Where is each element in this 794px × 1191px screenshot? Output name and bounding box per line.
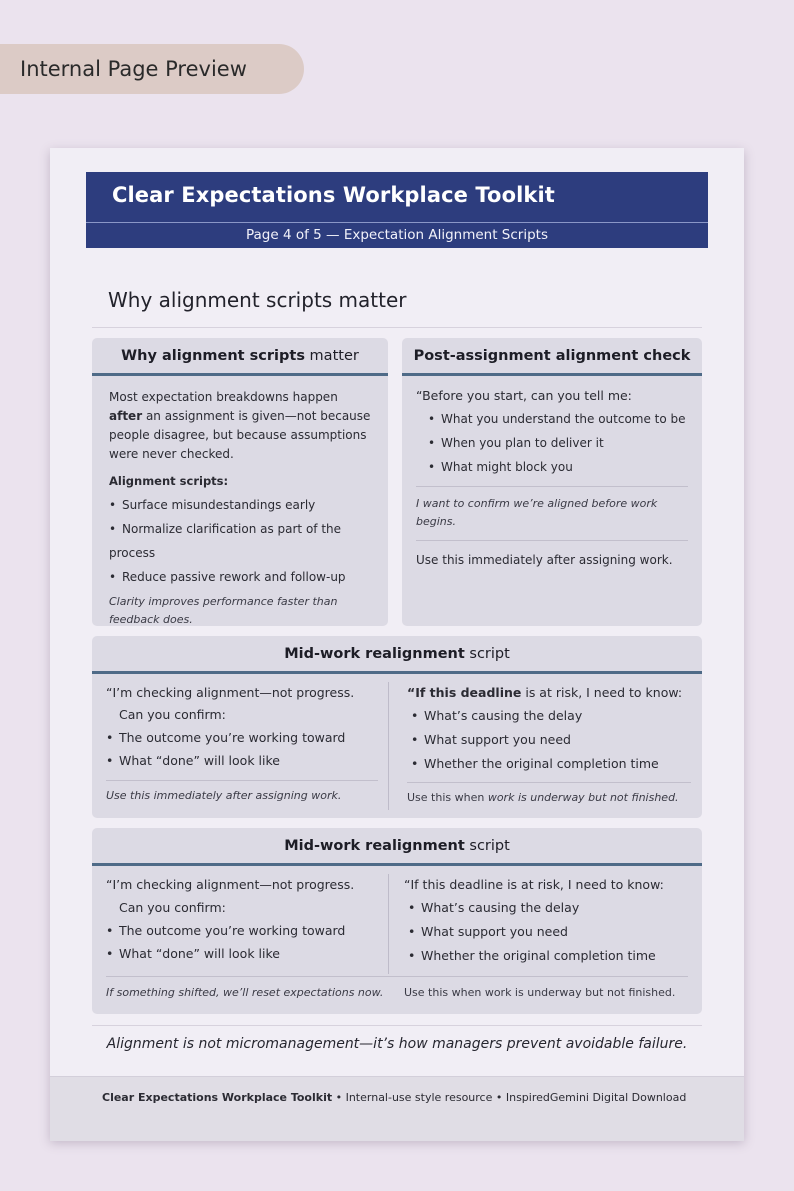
list-item: • When you plan to deliver it (428, 436, 604, 450)
card-post-bullets (416, 407, 688, 479)
card-midwork-2-title: Mid-work realignment script (92, 828, 702, 866)
card-post-assignment (402, 338, 702, 626)
document-page (50, 148, 744, 1140)
card-midwork-2-left (106, 873, 380, 965)
right-note: Use this when work is underway but not finished. (404, 986, 676, 999)
right-note: Use this when work is underway but not finished. (407, 791, 679, 804)
closing-quote: Alignment is not micromanagement—it’s how managers prevent avoidable failure. (106, 1036, 688, 1052)
list-item: • What’s causing the delay (411, 708, 583, 723)
card-why-intro: Most expectation breakdowns happen after an assignment is given—not because people disagree, but because assumptions were never checked. (109, 390, 371, 461)
left-note: If something shifted, we’ll reset expectations now. (106, 986, 384, 999)
card-post-quote: “Before you start, can you tell me: (416, 388, 632, 403)
card-midwork-1-title: Mid-work realignment script (92, 636, 702, 674)
list-item: • What’s causing the delay (408, 900, 580, 915)
heading-divider (92, 327, 702, 328)
quote-divider (92, 1025, 702, 1026)
card-midwork-2 (92, 828, 702, 1014)
title-banner (86, 172, 708, 248)
left-sub: Can you confirm: (119, 707, 226, 722)
list-item: • What support you need (411, 732, 571, 747)
card-why-bullets (109, 493, 374, 589)
page-heading: Why alignment scripts matter (108, 288, 407, 312)
card-midwork-1 (92, 636, 702, 818)
list-item: • Reduce passive rework and follow-up (109, 570, 346, 584)
card-why-title: Why alignment scripts matter (92, 338, 388, 376)
footer-text: Clear Expectations Workplace Toolkit • Internal-use style resource • InspiredGemini Digital Download (102, 1091, 687, 1104)
list-item: • The outcome you’re working toward (106, 730, 346, 745)
divider (416, 486, 688, 487)
card-post-usage: Use this immediately after assigning work. (416, 553, 673, 567)
divider (416, 540, 688, 541)
right-quote: “If this deadline is at risk, I need to know: (404, 877, 664, 892)
divider (106, 976, 688, 977)
list-item: • Whether the original completion time (411, 756, 659, 771)
document-title: Clear Expectations Workplace Toolkit (112, 183, 555, 207)
preview-tag: Internal Page Preview (0, 44, 304, 94)
document-subtitle: Page 4 of 5 — Expectation Alignment Scripts (86, 222, 708, 249)
list-item: • Normalize clarification as part of the process (109, 522, 342, 560)
card-why-note: Clarity improves performance faster than feedback does. (109, 595, 338, 626)
list-item: • The outcome you’re working toward (106, 923, 346, 938)
divider (106, 780, 378, 781)
right-quote: “If this deadline is at risk, I need to know: (407, 685, 683, 700)
column-divider (388, 682, 389, 810)
page-footer (50, 1076, 744, 1141)
card-midwork-1-left (106, 682, 378, 805)
list-item: • What “done” will look like (106, 946, 280, 961)
left-sub: Can you confirm: (119, 900, 226, 915)
list-item: • What support you need (408, 924, 568, 939)
list-item: • What “done” will look like (106, 753, 280, 768)
left-quote: “I’m checking alignment—not progress. (106, 685, 355, 700)
card-midwork-2-right (404, 873, 690, 968)
card-midwork-1-right (407, 682, 691, 807)
list-item: • Whether the original completion time (408, 948, 656, 963)
left-quote: “I’m checking alignment—not progress. (106, 877, 355, 892)
card-why-list-label: Alignment scripts: (109, 474, 229, 488)
list-item: • What might block you (428, 460, 573, 474)
card-why-alignment (92, 338, 388, 626)
column-divider (388, 874, 389, 974)
card-post-title: Post-assignment alignment check (402, 338, 702, 376)
list-item: • What you understand the outcome to be (428, 412, 686, 426)
list-item: • Surface misundestandings early (109, 498, 316, 512)
left-note: Use this immediately after assigning work. (106, 789, 342, 802)
card-post-note: I want to confirm we’re aligned before work begins. (416, 497, 658, 528)
divider (407, 782, 691, 783)
